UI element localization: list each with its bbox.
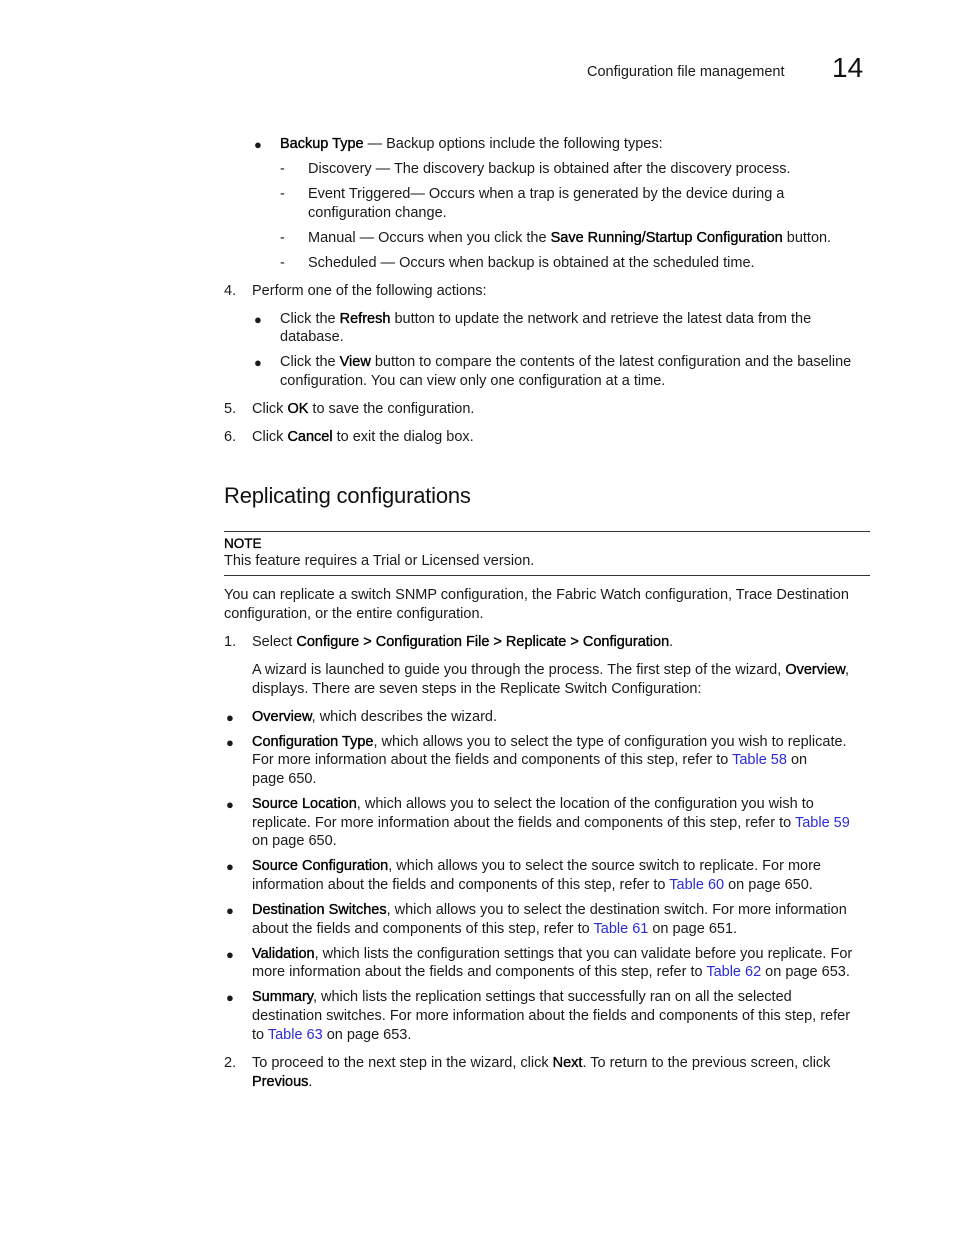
table-61-link[interactable]: Table 61 bbox=[593, 921, 649, 937]
step-number: 1. bbox=[224, 634, 237, 650]
step1-para-line2: displays. There are seven steps in the Replicate Switch Configuration: bbox=[252, 681, 702, 697]
bullet-config-type-line1: Configuration Type, which allows you to select the type of configuration you wish to replicate. bbox=[252, 734, 847, 750]
bullet-config-type-line2: For more information about the fields and components of this step, refer to Table 58 on bbox=[252, 752, 808, 768]
bullet-icon: ● bbox=[226, 710, 234, 725]
bullet-source-config-line1: Source Configuration, which allows you to select the source switch to replicate. For more bbox=[252, 858, 821, 874]
section-heading: Replicating configurations bbox=[224, 483, 471, 508]
bullet-summary-line3: to Table 63 on page 653. bbox=[252, 1027, 412, 1043]
step2-line1: To proceed to the next step in the wizard, click Next. To return to the previous screen, click bbox=[252, 1055, 831, 1071]
table-59-link[interactable]: Table 59 bbox=[794, 815, 850, 831]
step-number: 2. bbox=[224, 1055, 237, 1071]
table-62-link[interactable]: Table 62 bbox=[706, 964, 762, 980]
bullet-validation-line1: Validation, which lists the configuration settings that you can validate before you replicate. For bbox=[252, 946, 853, 962]
bullet-source-location-line3: on page 650. bbox=[252, 833, 337, 849]
bullet-icon: ● bbox=[226, 947, 234, 962]
step-number: 6. bbox=[224, 429, 237, 445]
dash-icon: - bbox=[280, 255, 285, 271]
bullet-validation-line2: more information about the fields and components of this step, refer to Table 62 on page 653. bbox=[252, 964, 850, 980]
bullet-source-location-line2: replicate. For more information about the fields and components of this step, refer to Table 59 bbox=[252, 815, 850, 831]
chapter-number: 14 bbox=[832, 52, 864, 83]
bullet-icon: ● bbox=[254, 312, 262, 327]
scheduled-item: Scheduled — Occurs when backup is obtained at the scheduled time. bbox=[308, 255, 755, 271]
note-label: NOTE bbox=[224, 536, 262, 551]
step5-text: Click OK to save the configuration. bbox=[252, 401, 475, 417]
backup-type-item bbox=[280, 135, 663, 154]
step4-text: Perform one of the following actions: bbox=[252, 283, 487, 299]
step2-line2: Previous. bbox=[252, 1074, 313, 1090]
event-triggered-line1: Event Triggered— Occurs when a trap is generated by the device during a bbox=[308, 186, 785, 202]
dash-icon: - bbox=[280, 186, 285, 202]
running-header: Configuration file management bbox=[587, 64, 785, 80]
bullet-summary-line1: Summary, which lists the replication settings that successfully ran on all the selected bbox=[252, 989, 792, 1005]
intro-line1: You can replicate a switch SNMP configuration, the Fabric Watch configuration, Trace Destination bbox=[224, 587, 849, 603]
bullet-overview: Overview, which describes the wizard. bbox=[252, 709, 497, 725]
table-63-link[interactable]: Table 63 bbox=[267, 1027, 323, 1043]
table-58-link[interactable]: Table 58 bbox=[732, 752, 787, 768]
bullet-icon: ● bbox=[254, 355, 262, 370]
refresh-item-line2: database. bbox=[280, 329, 344, 345]
bullet-summary-line2: destination switches. For more information about the fields and components of this step, refer bbox=[252, 1008, 851, 1024]
intro-line2: configuration, or the entire configuration. bbox=[224, 606, 484, 622]
bullet-dest-switches-line1: Destination Switches, which allows you to select the destination switch. For more information bbox=[252, 902, 847, 918]
bullet-config-type-line3: page 650. bbox=[252, 771, 317, 787]
bullet-icon: ● bbox=[254, 137, 262, 152]
dash-icon: - bbox=[280, 161, 285, 177]
step1-text: Select Configure > Configuration File > Replicate > Configuration. bbox=[252, 634, 674, 650]
bullet-dest-switches-line2: about the fields and components of this step, refer to Table 61 on page 651. bbox=[252, 921, 738, 937]
backup-type-text: — Backup options include the following types: bbox=[363, 136, 663, 152]
table-60-link[interactable]: Table 60 bbox=[669, 877, 725, 893]
bullet-source-location-line1: Source Location, which allows you to select the location of the configuration you wish to bbox=[252, 796, 814, 812]
refresh-item-line1: Click the Refresh button to update the network and retrieve the latest data from the bbox=[280, 311, 812, 327]
bullet-icon: ● bbox=[226, 797, 234, 812]
step1-para-line1: A wizard is launched to guide you through the process. The first step of the wizard, Overview, bbox=[252, 662, 849, 678]
step-number: 5. bbox=[224, 401, 237, 417]
note-text: This feature requires a Trial or Licensed version. bbox=[224, 553, 535, 569]
step-number: 4. bbox=[224, 283, 237, 299]
view-item-line2: configuration. You can view only one configuration at a time. bbox=[280, 373, 666, 389]
bullet-icon: ● bbox=[226, 990, 234, 1005]
dash-icon: - bbox=[280, 230, 285, 246]
backup-type-label: Backup Type bbox=[280, 136, 364, 152]
bullet-source-config-line2: information about the fields and components of this step, refer to Table 60 on page 650. bbox=[252, 877, 813, 893]
discovery-item: Discovery — The discovery backup is obtained after the discovery process. bbox=[308, 161, 791, 177]
manual-item: Manual — Occurs when you click the Save Running/Startup Configuration button. bbox=[308, 230, 832, 246]
event-triggered-line2: configuration change. bbox=[308, 205, 447, 221]
view-item-line1: Click the View button to compare the contents of the latest configuration and the baseline bbox=[280, 354, 852, 370]
step6-text: Click Cancel to exit the dialog box. bbox=[252, 429, 474, 445]
note-bottom-rule bbox=[224, 575, 870, 576]
note-top-rule bbox=[224, 531, 870, 532]
bullet-icon: ● bbox=[226, 903, 234, 918]
bullet-icon: ● bbox=[226, 735, 234, 750]
bullet-icon: ● bbox=[226, 859, 234, 874]
